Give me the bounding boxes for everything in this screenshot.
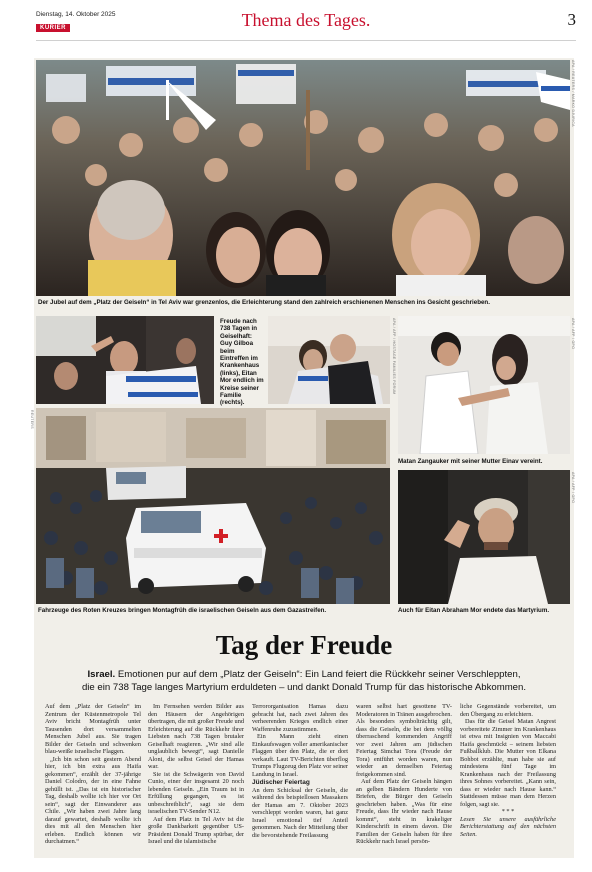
paragraph: waren selbst hart gesottene TV-Moderatoren in Tränen ausgebrochen. Als besonders symbolträchtig gilt, dass die Geiseln, die bei dem völlig überraschend kommenden Angriff vor zwei Jahren am jüdischen Feiertag Simchat Tora (Freude der Tora) entführt worden waren, nun wieder an demselben Feiertag freigekommen sind.: [356, 703, 452, 778]
zangauker-credit: APA / AFP / GPO: [571, 318, 575, 350]
article-column-5: [460, 703, 556, 838]
article-deck: [40, 668, 568, 694]
paragraph: An dem Schicksal der Geiseln, die während des beispiellosen Massakers der Hamas am 7. Oktober 2023 verschleppt worden waren, hat ganz Israel emotional tief Anteil genommen. Nach der Mitteilung über die bevorstehende Freilassung: [252, 786, 348, 839]
abraham-mor-caption: Auch für Eitan Abraham Mor endete das Martyrium.: [398, 607, 550, 614]
article-column-2: [148, 703, 244, 846]
paragraph: Das für die Geisel Matan Angrest vorbereitete Zimmer im Krankenhaus ist etwa mit Insignien von Maccabi Haifa geschmückt – seinem liebsten Fußballklub. Die Mutter von Elkana Bohbot erzählte, man habe sie auf mindestens fünf Tage im Krankenhaus nach der Freilassung ihres Sohnes vorbereitet. „Kann sein, dass er wieder nach Hause kann.“ Stattdessen müsse man dem Herzen folgen, sagt sie.: [460, 718, 556, 808]
gilboa-side-caption: Freude nach 738 Tagen in Geiselhaft: Guy Gilboa beim Eintreffen im Krankenhaus (links), Eitan Mor endlich im Kreise seiner Familie (rechts).: [220, 318, 264, 407]
redcross-caption: Fahrzeuge des Roten Kreuzes bringen Montagfrüh die israelischen Geiseln aus dem Gazastreifen.: [38, 607, 327, 614]
main-photo-caption: Der Jubel auf dem „Platz der Geiseln“ in Tel Aviv war grenzenlos, die Erleichterung stand den zahlreich erschienenen Menschen ins Gesicht geschrieben.: [38, 299, 490, 306]
redcross-convoy-photo: [36, 408, 390, 604]
abraham-mor-credit: APA / AFP / GPO: [571, 472, 575, 504]
article-headline: Tag der Freude: [215, 630, 393, 660]
publication-logo: KURIER: [36, 24, 70, 32]
subheading: Jüdischer Feiertag: [252, 779, 310, 786]
paragraph: „Ich bin schon seit gestern Abend hier, ich bin extra aus Haifa gekommen“, erzählt der 37-jährige Daniel Colodro, der in eine Fahne gehüllt ist. „Das ist ein historischer Tag, deshalb wollte ich hier vor Ort sein“, sagt der Einwanderer aus Chile. „Wir haben zwei Jahre lang darauf gewartet, deshalb wollte ich dies mit all den Menschen hier erleben. Endlich können wir durchatmen.“: [45, 755, 141, 845]
article-column-4: [356, 703, 452, 846]
redcross-credit: REUTERS: [30, 410, 34, 429]
section-title: Thema des Tages.: [241, 10, 371, 30]
paragraph: Sie ist die Schwägerin von David Cunio, einer der insgesamt 20 noch lebenden Geiseln. „Ein Traum ist in Erfüllung gegangen, es ist unbeschreiblich“, sagt sie dem israelischen TV-Sender N12.: [148, 770, 244, 815]
mor-family-credit: APA / AFP / HOSTAGE FAMILIES FORUM: [392, 318, 396, 395]
paragraph: Auf dem Platz in Tel Aviv ist die große Dankbarkeit gegenüber US-Präsident Donald Trump spürbar, der Israel und die islamistische: [148, 815, 244, 845]
crowd-celebration-photo: [36, 60, 570, 296]
paragraph: Auf dem Platz der Geiseln hängen an gelben Bändern Hunderte von Briefen, die Bürger den Geiseln geschrieben haben. „Was für eine Freude, dass Ihr wieder nach Hause kommt“, steht in krakeliger Kinderschrift in einem davon. Die Familien der Geiseln haben für ihre Rückkehr nach Israel persön-: [356, 778, 452, 845]
page-number: 3: [567, 10, 576, 29]
continuation-note: Lesen Sie unsere ausführliche Berichterstattung auf den nächsten Seiten.: [460, 815, 556, 838]
issue-date: Dienstag, 14. Oktober 2025: [36, 11, 116, 18]
header-divider: [36, 40, 576, 41]
hostage-hospital-photo: [36, 316, 214, 404]
paragraph: Terrororganisation Hamas dazu gebracht hat, nach zwei Jahren des verheerenden Krieges endlich einer Waffenruhe zuzustimmen.: [252, 703, 348, 733]
paragraph: Ein Mann zieht einen Einkaufswagen voller amerikanischer Flaggen über den Platz, die er dort verkauft. Laut TV-Berichten überflog Trumps Flugzeug den Platz vor seiner Landung in Israel.: [252, 733, 348, 778]
paragraph: Im Fernsehen werden Bilder aus den Häusern der Angehörigen übertragen, die mit großer Freude und Erleichterung auf die Rückkehr ihrer Liebsten nach 738 Tagen brutaler Geiselhaft reagieren. „Wir sind alle unglaublich bewegt“, sagt Danielle Aloni, die selbst Geisel der Hamas war.: [148, 703, 244, 770]
deck-line-1: Emotionen pur auf dem „Platz der Geiseln“: Ein Land feiert die Rückkehr seiner Verschleppten,: [115, 669, 521, 680]
deck-dateline: Israel.: [87, 669, 116, 680]
main-photo-credit: APA / REUTERS / MARKO DJURICA: [571, 60, 575, 127]
mother-son-photo: [398, 316, 570, 454]
article-column-3: [252, 703, 348, 839]
article-column-1: [45, 703, 141, 846]
family-embrace-photo: [268, 316, 390, 404]
deck-line-2: die ein 738 Tage langes Martyrium erduldeten – und dankt Donald Trump für das historische Abkommen.: [81, 682, 527, 693]
section-divider-stars: * * *: [501, 808, 515, 815]
returned-hostage-photo: [398, 470, 570, 604]
zangauker-caption: Matan Zangauker mit seiner Mutter Einav vereint.: [398, 458, 543, 465]
paragraph: Auf dem „Platz der Geiseln“ im Zentrum der Küstenmetropole Tel Aviv bricht Montagfrüh unter Tausenden dort versammelten Menschen Jubel aus. Sie tragen Bilder der Geiseln und schwenken blau-weiße israelische Flaggen.: [45, 703, 141, 755]
page-header: [36, 10, 576, 36]
paragraph: liche Gegenstände vorbereitet, um den Übergang zu erleichtern.: [460, 703, 556, 718]
